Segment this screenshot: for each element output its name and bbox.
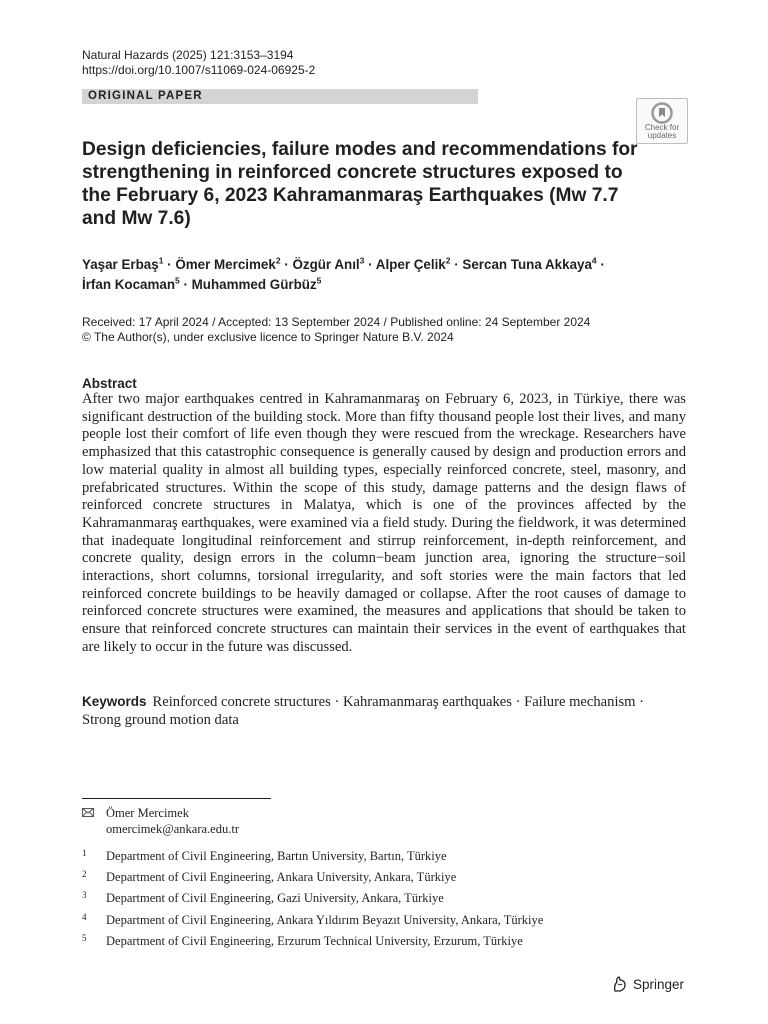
copyright-line: © The Author(s), under exclusive licence to Springer Nature B.V. 2024	[82, 330, 454, 344]
date-history: Received: 17 April 2024 / Accepted: 13 September 2024 / Published online: 24 September 2024	[82, 315, 591, 329]
author-list: Yaşar Erbaş$^1$ · Ömer Mercimek$^2$ · Özgür Anıl$^3$ · Alper Çelik$^2$ · Sercan Tuna Akkaya$^4$ · İrfan Kocaman$^5$ · Muhammed Gürbüz$^5$	[82, 255, 605, 292]
affiliation-number: 4	[82, 911, 87, 922]
paper-title: Design deficiencies, failure modes and recommendations for strengthening in reinforced concrete structures exposed to the February 6, 2023 Kahramanmaraş Earthquakes (Mw 7.7 and Mw 7.6)	[82, 139, 638, 229]
doi-link[interactable]: https://doi.org/10.1007/s11069-024-06925-2	[82, 63, 316, 77]
affiliation-text: Department of Civil Engineering, Bartın University, Bartın, Türkiye	[106, 849, 447, 863]
article-type-label: ORIGINAL PAPER	[88, 90, 203, 102]
author[interactable]: Sercan Tuna Akkaya$^4$	[462, 255, 597, 272]
affiliation-item	[82, 933, 702, 954]
affiliation-text: Department of Civil Engineering, Erzurum Technical University, Erzurum, Türkiye	[106, 933, 523, 948]
bookmark-ring-icon	[651, 102, 673, 124]
article-type-bar	[82, 89, 478, 104]
footnote-rule	[82, 798, 271, 799]
corresponding-author-email[interactable]: omercimek@ankara.edu.tr	[106, 821, 239, 836]
badge-line-2: updates	[647, 131, 677, 140]
journal-header	[82, 48, 315, 78]
affiliation-number: 3	[82, 890, 87, 901]
keywords-text: Reinforced concrete structures · Kahramanmaraş earthquakes · Failure mechanism · Strong ground motion data	[82, 694, 645, 728]
abstract-text: After two major earthquakes centred in Kahramanmaraş on February 6, 2023, in Türkiye, there was significant destruction of the building stock. More than fifty thousand people lost their lives, and many people lost their comfort of life even though they were rescued from the wreckage. Researchers have emphasized that this catastrophic consequence is generally caused by design and production errors and low material quality in almost all building types, especially reinforced concrete, steel, masonry, and prefabricated structures. Within the scope of this study, damage patterns and the design flaws of reinforced concrete structures in Malatya, which is one of the provinces affected by the Kahramanmaraş earthquakes, were examined via a field study. During the fieldwork, it was determined that inadequate longitudinal reinforcement and stirrup reinforcement, in-depth reinforcement, and concrete quality, design errors in the column−beam junction area, ignoring the structure−soil interactions, short columns, torsional irregularity, and soft stories were the main factors that led reinforced concrete buildings to be heavily damaged or collapse. After the root causes of damage to reinforced concrete structures were examined, the measures and applications that should be taken to ensure that reinforced concrete structures can maintain their services in the event of earthquakes that are likely to occur in the future was discussed.	[82, 391, 686, 655]
affiliation-item	[82, 848, 702, 869]
check-for-updates-badge[interactable]	[636, 98, 688, 144]
affiliation-number: 2	[82, 869, 87, 880]
author[interactable]: Özgür Anıl$^3$	[292, 255, 365, 272]
publisher-name: Springer	[633, 976, 685, 992]
affiliation-text: Department of Civil Engineering, Ankara Yıldırım Beyazıt University, Ankara, Türkiye	[106, 912, 544, 927]
springer-horse-icon	[610, 975, 628, 993]
author[interactable]: Ömer Mercimek$^2$	[175, 255, 281, 272]
affiliation-list	[82, 848, 702, 954]
envelope-icon	[82, 808, 94, 817]
badge-line-1: Check for	[644, 123, 680, 132]
keywords	[82, 693, 686, 729]
affiliation-item	[82, 869, 702, 890]
author[interactable]: Muhammed Gürbüz$^5$	[191, 275, 322, 292]
affiliation-item	[82, 912, 702, 933]
author[interactable]: Yaşar Erbaş$^1$	[82, 255, 164, 272]
affiliation-number: 1	[82, 848, 87, 858]
author[interactable]: Alper Çelik$^2$	[375, 255, 451, 272]
publication-dates	[82, 315, 590, 345]
springer-logo	[610, 974, 684, 994]
affiliation-text: Department of Civil Engineering, Ankara University, Ankara, Türkiye	[106, 870, 457, 885]
journal-citation: Natural Hazards (2025) 121:3153–3194	[82, 48, 294, 62]
affiliation-text: Department of Civil Engineering, Gazi University, Ankara, Türkiye	[106, 891, 444, 906]
keywords-label: Keywords	[82, 694, 147, 709]
author[interactable]: İrfan Kocaman$^5$	[82, 275, 180, 292]
abstract-heading: Abstract	[82, 376, 137, 391]
affiliation-number: 5	[82, 932, 87, 943]
corresponding-author-name: Ömer Mercimek	[106, 806, 189, 820]
affiliation-item	[82, 890, 702, 911]
